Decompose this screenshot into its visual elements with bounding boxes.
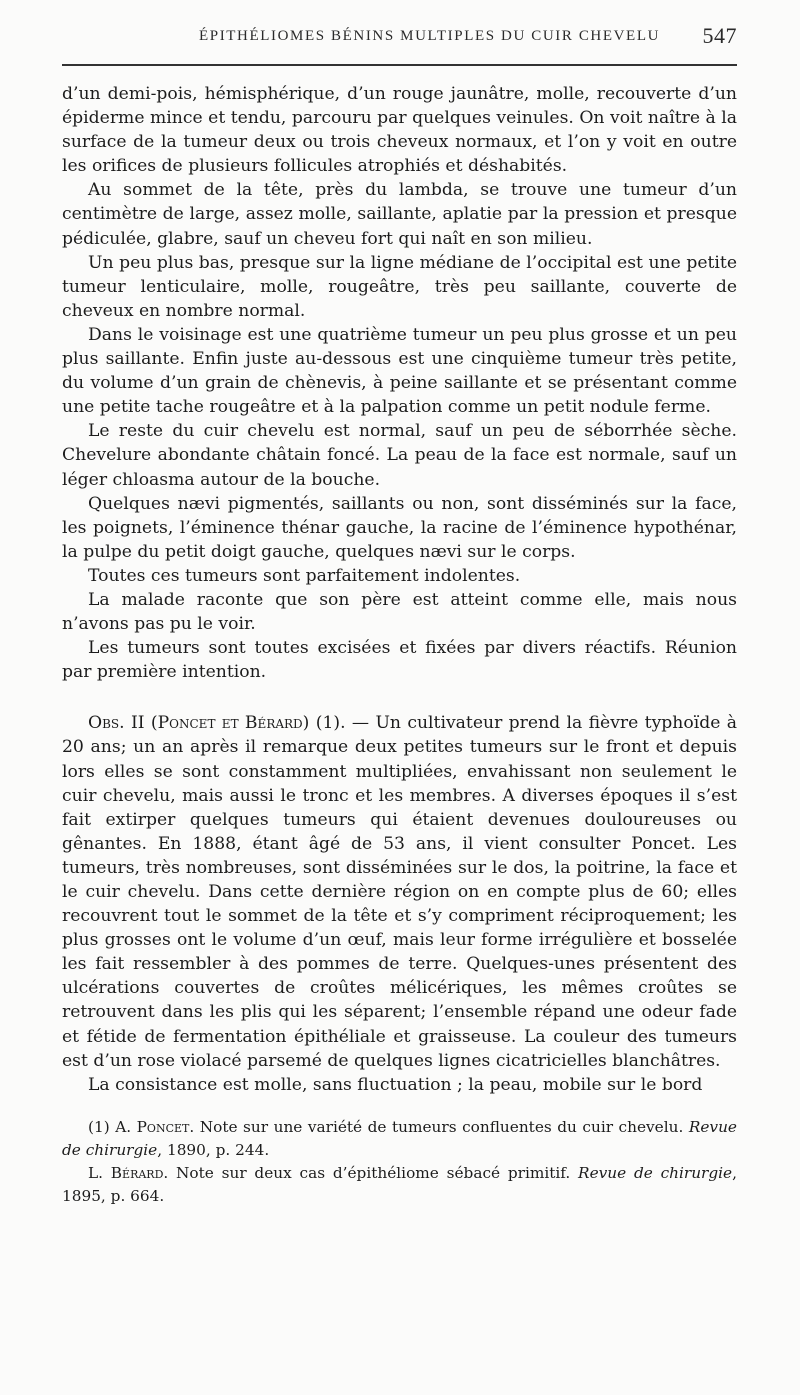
paragraph: Les tumeurs sont toutes excisées et fixées par divers réactifs. Réunion par première intention. [62, 638, 737, 683]
footnote-journal: Revue de chirurgie [62, 1117, 737, 1159]
footnote-ref: , 1895, p. 664. [62, 1163, 737, 1205]
footnote-author: L. Bérard. [88, 1163, 169, 1182]
footnote [62, 1162, 737, 1208]
paragraph: La malade raconte que son père est atteint comme elle, mais nous n’avons pas pu le voir. [62, 589, 737, 635]
paragraph: d’un demi-pois, hémisphérique, d’un rouge jaunâtre, molle, recouverte d’un épiderme mince et tendu, parcouru par quelques veinules. On voit naître à la surface de la tumeur deux ou trois cheveux normaux, et l’on y voit en outre les orifices de plusieurs follicules atrophiés et déshabités. [62, 84, 737, 177]
observation-authors: (Poncet et Bérard) (1). [150, 713, 346, 734]
paragraph: Toutes ces tumeurs sont parfaitement indolentes. [88, 565, 521, 586]
page-number: 547 [702, 23, 737, 48]
footnote [62, 1116, 737, 1162]
page [62, 22, 737, 1208]
observation-label: Obs. II [88, 713, 145, 734]
footnote-ref: , 1890, p. 244. [157, 1140, 270, 1159]
paragraph: Le reste du cuir chevelu est normal, sauf un peu de séborrhée sèche. Chevelure abondante châtain foncé. La peau de la face est normale, sauf un léger chloasma autour de la bouche. [62, 421, 737, 490]
footnotes [62, 1116, 737, 1208]
footnote-text: Note sur deux cas d’épithéliome sébacé primitif. [168, 1163, 579, 1182]
body-text [62, 82, 737, 1097]
observation-paragraph [62, 711, 737, 1072]
footnote-author: A. Poncet. [115, 1117, 195, 1136]
running-head [62, 22, 737, 50]
footnote-marker: (1) [88, 1117, 110, 1136]
header-rule [62, 64, 737, 66]
footnote-text: Note sur une variété de tumeurs confluentes du cuir chevelu. [194, 1117, 689, 1136]
paragraph: Quelques nævi pigmentés, saillants ou non, sont disséminés sur la face, les poignets, l’éminence thénar gauche, la racine de l’éminence hypothénar, la pulpe du petit doigt gauche, quelques nævi sur le corps. [62, 493, 737, 562]
paragraph: Un peu plus bas, presque sur la ligne médiane de l’occipital est une petite tumeur lenticulaire, molle, rougeâtre, très peu saillante, couverte de cheveux en nombre normal. [62, 252, 737, 321]
observation-text: — Un cultivateur prend la fièvre typhoïde à 20 ans; un an après il remarque deux petites tumeurs sur le front et depuis lors elles se sont constamment multipliées, envahissant non seulement le cuir chevelu, mais aussi le tronc et les membres. A diverses époques il s’est fait extirper quelques tumeurs qui étaient devenues douloureuses ou gênantes. En 1888, étant âgé de 53 ans, il vient consulter Poncet. Les tumeurs, très nombreuses, sont disséminées sur le dos, la poitrine, la face et le cuir chevelu. Dans cette dernière région on en compte plus de 60; elles recouvrent tout le sommet de la tête et s’y compriment réciproquement; les plus grosses ont le volume d’un œuf, mais leur forme irrégulière et bosselée les fait ressembler à des pommes de terre. Quelques-unes présentent des ulcérations couvertes de croûtes mélicériques, les mêmes croûtes se retrouvent dans les plis qui les séparent; l’ensemble répand une odeur fade et fétide de fermentation épithéliale et graisseuse. La couleur des tumeurs est d’un rose violacé parsemé de quelques lignes cicatricielles blanchâtres. [62, 713, 737, 1071]
footnote-journal: Revue de chirurgie [578, 1163, 733, 1182]
paragraph: Au sommet de la tête, près du lambda, se trouve une tumeur d’un centimètre de large, assez molle, saillante, aplatie par la pression et presque pédiculée, glabre, sauf un cheveu fort qui naît en son milieu. [62, 180, 737, 249]
paragraph: La consistance est molle, sans fluctuation ; la peau, mobile sur le bord [88, 1074, 703, 1095]
paragraph: Dans le voisinage est une quatrième tumeur un peu plus grosse et un peu plus saillante. Enfin juste au-dessous est une cinquième tumeur très petite, du volume d’un grain de chènevis, à peine saillante et se présentant comme une petite tache rougeâtre et à la palpation comme un petit nodule ferme. [62, 324, 737, 418]
running-title: ÉPITHÉLIOMES BÉNINS MULTIPLES DU CUIR CHEVELU [198, 28, 661, 44]
